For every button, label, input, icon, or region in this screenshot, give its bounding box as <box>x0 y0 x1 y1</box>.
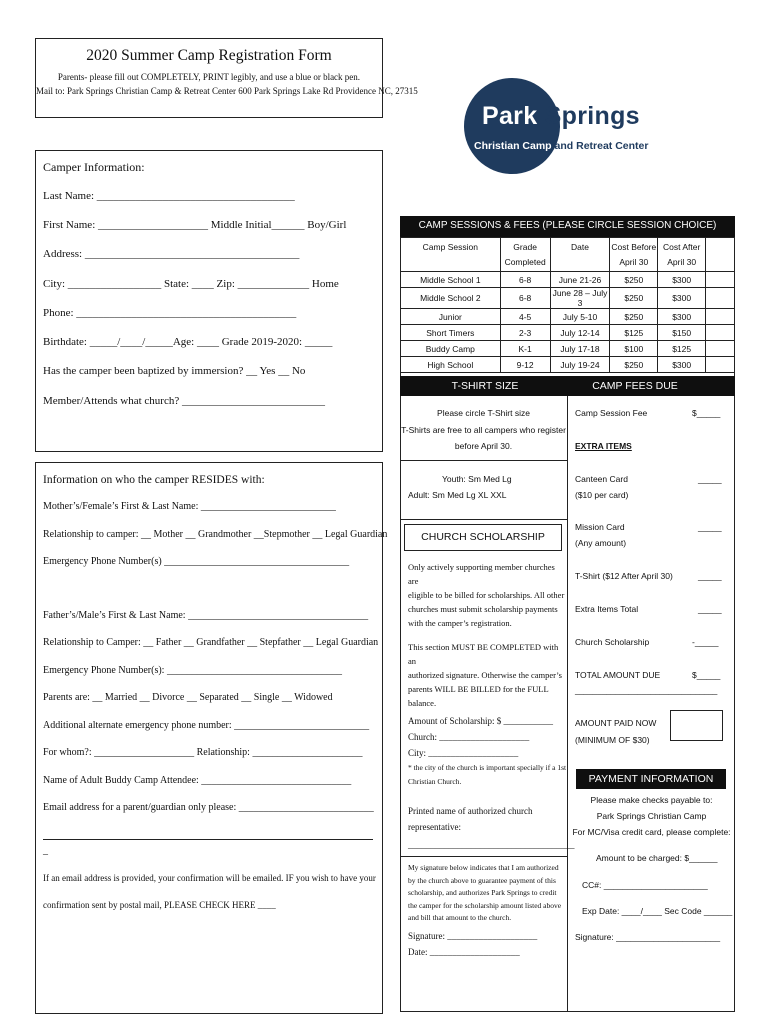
email-note: If an email address is provided, your confirmation will be emailed. IF you wish to have your <box>43 873 376 883</box>
payment-title: PAYMENT INFORMATION <box>588 773 714 785</box>
adult-sizes[interactable]: Adult: Sm Med Lg XL XXL <box>408 490 507 500</box>
divider <box>400 519 567 520</box>
email-field[interactable]: Email address for a parent/guardian only please: ___________________________ <box>43 802 374 813</box>
col-grade: Grade Completed <box>500 238 550 272</box>
signature-authorization-text: My signature below indicates that I am authorized by the church above to guarantee payment of this scholarship, and authorizes Park Springs to credit the camper for the scholarship amount listed above and bill that amount to the church. <box>408 863 562 922</box>
col-camp-session: Camp Session <box>401 238 501 272</box>
session-blank <box>706 357 735 373</box>
tshirt-fees-bar <box>400 376 735 396</box>
fees-title: CAMP FEES DUE <box>592 380 678 392</box>
session-name: Middle School 1 <box>401 272 501 288</box>
session-cost-after: $150 <box>658 325 706 341</box>
parents-are-field[interactable]: Parents are: __ Married __ Divorce __ Separated __ Single __ Widowed <box>43 692 333 703</box>
buddy-attendee-field[interactable]: Name of Adult Buddy Camp Attendee: ______________________________ <box>43 775 352 786</box>
session-date: June 21-26 <box>550 272 610 288</box>
for-whom-field[interactable]: For whom?: ____________________ Relationship: ______________________ <box>43 747 363 758</box>
city-note: * the city of the church is important specially if a 1st <box>408 763 567 772</box>
session-cost-before: $250 <box>610 309 658 325</box>
session-cost-after: $300 <box>658 309 706 325</box>
city-note-2: Christian Church. <box>408 777 462 786</box>
instructions-text: Parents- please fill out COMPLETELY, PRINT legibly, and use a blue or black pen. <box>57 72 361 82</box>
session-date: July 5-10 <box>550 309 610 325</box>
canteen-card-price: ($10 per card) <box>575 490 629 500</box>
scholarship-amount-field[interactable]: Amount of Scholarship: $ ___________ <box>408 716 553 726</box>
resides-heading: Information on who the camper RESIDES with: <box>43 474 265 486</box>
session-cost-after: $300 <box>658 288 706 309</box>
father-name-field[interactable]: Father’s/Male’s First & Last Name: ____________________________________ <box>43 610 369 621</box>
tshirt-fee-field[interactable]: _____ <box>698 571 722 581</box>
first-name-field[interactable]: First Name: ____________________ Middle Initial______ Boy/Girl <box>43 219 347 231</box>
total-underline: ________________________________ <box>575 686 718 695</box>
sessions-title-bar <box>400 216 735 237</box>
session-grade: 9-12 <box>500 357 550 373</box>
exp-date-field[interactable]: Exp Date: ____/____ Sec Code ______ <box>582 906 733 916</box>
canteen-card-field[interactable]: _____ <box>698 474 722 484</box>
tshirt-fee-label: T-Shirt ($12 After April 30) <box>575 571 673 581</box>
camper-info-heading: Camper Information: <box>43 160 145 174</box>
session-row[interactable] <box>401 357 735 373</box>
minimum-label: (MINIMUM OF $30) <box>575 735 650 745</box>
amount-paid-label: AMOUNT PAID NOW <box>575 718 657 728</box>
total-due-label: TOTAL AMOUNT DUE <box>575 670 661 680</box>
session-name: Middle School 2 <box>401 288 501 309</box>
father-relationship-field[interactable]: Relationship to Camper: __ Father __ Grandfather __ Stepfather __ Legal Guardian <box>43 637 379 648</box>
youth-sizes[interactable]: Youth: Sm Med Lg <box>442 474 512 484</box>
session-cost-before: $100 <box>610 341 658 357</box>
session-cost-before: $125 <box>610 325 658 341</box>
col-cost-after: Cost After April 30 <box>658 238 706 272</box>
postal-mail-checkbox[interactable]: confirmation sent by postal mail, PLEASE CHECK HERE ____ <box>43 900 276 910</box>
amount-paid-box[interactable] <box>670 710 723 741</box>
representative-field[interactable]: _____________________________________ <box>408 840 575 850</box>
scholarship-title: CHURCH SCHOLARSHIP <box>421 531 545 543</box>
phone-field[interactable]: Phone: ________________________________________ <box>43 307 297 319</box>
amount-charged-field[interactable]: Amount to be charged: $______ <box>596 853 718 863</box>
payee-text: Park Springs Christian Camp <box>596 811 707 821</box>
church-field[interactable]: Member/Attends what church? __________________________ <box>43 395 325 407</box>
tshirt-title: T-SHIRT SIZE <box>451 380 519 392</box>
park-springs-logo <box>460 78 680 178</box>
session-grade: 6-8 <box>500 288 550 309</box>
session-row[interactable] <box>401 288 735 309</box>
column-divider <box>567 396 568 1012</box>
church-scholarship-field[interactable]: -_____ <box>692 637 719 647</box>
canteen-card-label: Canteen Card <box>575 474 628 484</box>
session-row[interactable] <box>401 325 735 341</box>
card-instructions: For MC/Visa credit card, please complete: <box>572 827 731 837</box>
printed-name-label: Printed name of authorized church <box>408 806 533 816</box>
session-date: June 28 – July 3 <box>550 288 610 309</box>
payment-signature-field[interactable]: Signature: ______________________ <box>575 932 721 942</box>
session-cost-before: $250 <box>610 288 658 309</box>
extra-items-heading: EXTRA ITEMS <box>575 441 632 451</box>
session-name: Short Timers <box>401 325 501 341</box>
session-blank <box>706 341 735 357</box>
logo-tagline: Christian Camp and Retreat Center <box>474 140 649 152</box>
mission-card-field[interactable]: _____ <box>698 522 722 532</box>
col-date: Date <box>550 238 610 272</box>
payment-title-bar <box>576 769 726 789</box>
scholarship-church-field[interactable]: Church: ____________________ <box>408 732 530 742</box>
mission-card-amount: (Any amount) <box>575 538 627 548</box>
tshirt-circle-text: Please circle T-Shirt size <box>437 408 530 418</box>
mother-relationship-field[interactable]: Relationship to camper: __ Mother __ Grandmother __Stepmother __ Legal Guardian <box>43 529 388 540</box>
mission-card-label: Mission Card <box>575 522 625 532</box>
session-fee-label: Camp Session Fee <box>575 408 648 418</box>
col-cost-before: Cost Before April 30 <box>610 238 658 272</box>
session-grade: 2-3 <box>500 325 550 341</box>
session-row[interactable] <box>401 309 735 325</box>
last-name-field[interactable]: Last Name: ____________________________________ <box>43 190 295 202</box>
sessions-title: CAMP SESSIONS & FEES (PLEASE CIRCLE SESSION CHOICE) <box>418 220 717 231</box>
church-scholarship-label: Church Scholarship <box>575 637 650 647</box>
card-number-field[interactable]: CC#: ______________________ <box>582 880 708 890</box>
session-date: July 17-18 <box>550 341 610 357</box>
divider <box>400 856 567 857</box>
tshirt-free-text: T-Shirts are free to all campers who register <box>401 425 566 435</box>
session-blank <box>706 288 735 309</box>
extra-items-total-field[interactable]: _____ <box>698 604 722 614</box>
form-title: 2020 Summer Camp Registration Form <box>86 47 332 64</box>
checks-payable-text: Please make checks payable to: <box>590 795 713 805</box>
tshirt-before-text: before April 30. <box>454 441 513 451</box>
scholarship-date-field[interactable]: Date: ____________________ <box>408 947 520 957</box>
session-fee-field[interactable]: $_____ <box>692 408 721 418</box>
session-date: July 12-14 <box>550 325 610 341</box>
session-grade: K-1 <box>500 341 550 357</box>
address-field[interactable]: Address: _______________________________________ <box>43 248 300 260</box>
session-date: July 19-24 <box>550 357 610 373</box>
session-name: High School <box>401 357 501 373</box>
session-cost-after: $125 <box>658 341 706 357</box>
session-blank <box>706 309 735 325</box>
session-cost-after: $300 <box>658 357 706 373</box>
alt-phone-field[interactable]: Additional alternate emergency phone number: ___________________________ <box>43 720 370 731</box>
scholarship-city-field[interactable]: City: ____________________ <box>408 748 519 758</box>
birthdate-field[interactable]: Birthdate: _____/____/_____Age: ____ Grade 2019-2020: _____ <box>43 336 333 348</box>
session-grade: 4-5 <box>500 309 550 325</box>
email-line-2[interactable] <box>43 830 373 840</box>
session-cost-before: $250 <box>610 357 658 373</box>
mother-name-field[interactable]: Mother’s/Female’s First & Last Name: ___________________________ <box>43 501 336 512</box>
extra-items-total-label: Extra Items Total <box>575 604 639 614</box>
mail-to-text: Mail to: Park Springs Christian Camp & Retreat Center 600 Park Springs Lake Rd Providence NC, 27315 <box>36 86 418 96</box>
session-cost-after: $300 <box>658 272 706 288</box>
resides-with-section <box>35 462 388 1014</box>
session-name: Buddy Camp <box>401 341 501 357</box>
logo-name: Park Springs <box>482 102 640 130</box>
camper-information-section <box>35 150 383 452</box>
divider <box>400 460 567 461</box>
session-blank <box>706 325 735 341</box>
col-blank <box>706 238 735 272</box>
email-line-2-mark: _ <box>43 845 48 856</box>
sessions-table <box>400 237 735 373</box>
baptized-field[interactable]: Has the camper been baptized by immersion? __ Yes __ No <box>43 365 306 377</box>
session-row[interactable] <box>401 272 735 288</box>
total-due-field[interactable]: $_____ <box>692 670 721 680</box>
session-blank <box>706 272 735 288</box>
session-name: Junior <box>401 309 501 325</box>
mother-phone-field[interactable]: Emergency Phone Number(s) _____________________________________ <box>43 556 350 567</box>
session-row[interactable] <box>401 341 735 357</box>
scholarship-signature-field[interactable]: Signature: ____________________ <box>408 931 538 941</box>
form-title-box <box>35 38 418 118</box>
scholarship-title-box <box>404 524 562 551</box>
session-cost-before: $250 <box>610 272 658 288</box>
city-state-zip-field[interactable]: City: _________________ State: ____ Zip: _____________ Home <box>43 278 339 290</box>
father-phone-field[interactable]: Emergency Phone Number(s): ___________________________________ <box>43 665 342 676</box>
scholarship-required-text: This section MUST BE COMPLETED with an authorized signature. Otherwise the camper’s parents WILL BE BILLED for the FULL balance. <box>408 642 562 708</box>
session-grade: 6-8 <box>500 272 550 288</box>
scholarship-eligibility-text: Only actively supporting member churches are eligible to be billed for scholarships. All other churches must submit scholarship payments with the camper’s registration. <box>408 562 565 628</box>
representative-label: representative: <box>408 822 461 832</box>
